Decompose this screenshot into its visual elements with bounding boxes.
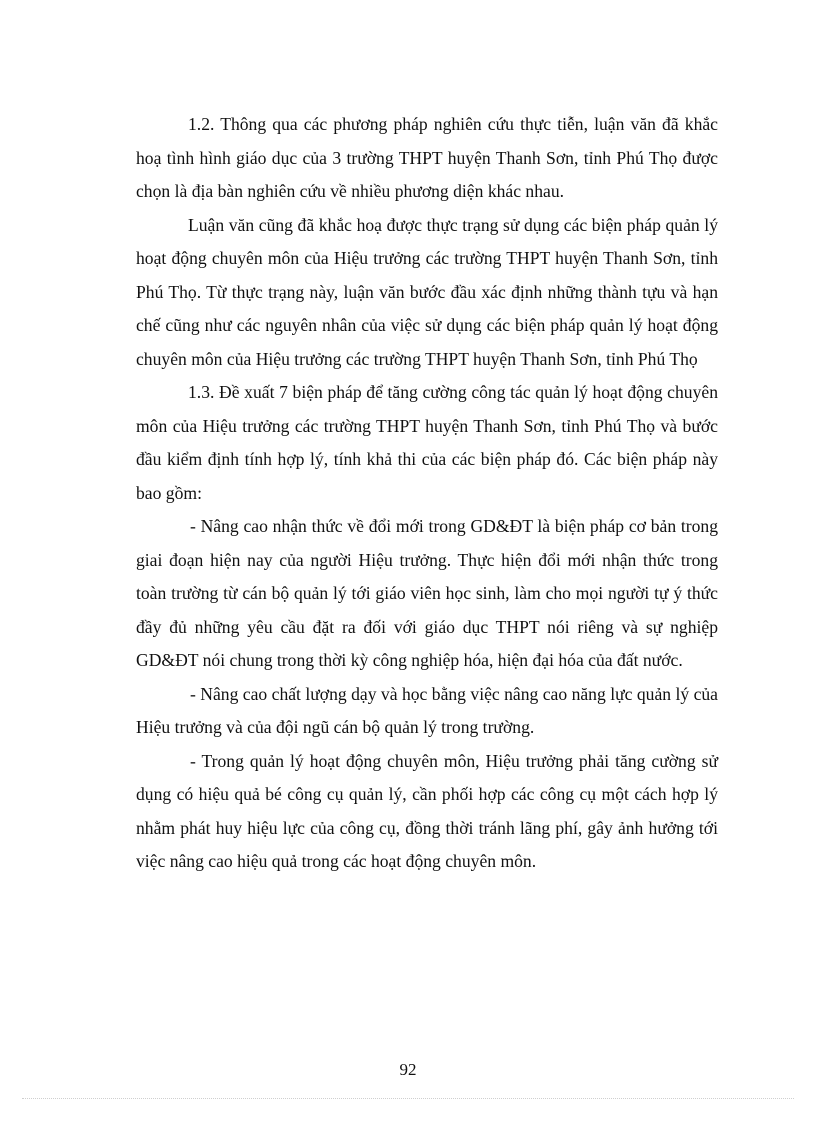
bullet-management-tools: - Trong quản lý hoạt động chuyên môn, Hiệu trưởng phải tăng cường sử dụng có hiệu quả bé công cụ quản lý, cần phối hợp các công cụ một cách hợp lý nhằm phát huy hiệu lực của công cụ, đồng thời tránh lãng phí, gây ảnh hưởng tới việc nâng cao hiệu quả trong các hoạt động chuyên môn. bbox=[136, 750, 718, 871]
bullet-quality: - Nâng cao chất lượng dạy và học bằng việc nâng cao năng lực quản lý của Hiệu trưởng và của đội ngũ cán bộ quản lý trong trường. bbox=[136, 683, 718, 737]
paragraph-1-2: 1.2. Thông qua các phương pháp nghiên cứu thực tiễn, luận văn đã khắc hoạ tình hình giáo dục của 3 trường THPT huyện Thanh Sơn, tỉnh Phú Thọ được chọn là địa bàn nghiên cứu về nhiều phương diện khác nhau. bbox=[136, 114, 718, 201]
paragraph-1-3: 1.3. Đề xuất 7 biện pháp để tăng cường công tác quản lý hoạt động chuyên môn của Hiệu trưởng các trường THPT huyện Thanh Sơn, tỉnh Phú Thọ và bước đầu kiểm định tính hợp lý, tính khả thi của các biện pháp đó. Các biện pháp này bao gồm: bbox=[136, 382, 718, 503]
page-body bbox=[136, 108, 718, 879]
page-number: 92 bbox=[399, 1060, 417, 1079]
paragraph-current-status: Luận văn cũng đã khắc hoạ được thực trạng sử dụng các biện pháp quản lý hoạt động chuyên môn của Hiệu trưởng các trường THPT huyện Thanh Sơn, tỉnh Phú Thọ. Từ thực trạng này, luận văn bước đầu xác định những thành tựu và hạn chế cũng như các nguyên nhân của việc sử dụng các biện pháp quản lý hoạt động chuyên môn của Hiệu trưởng các trường THPT huyện Thanh Sơn, tỉnh Phú Thọ bbox=[136, 214, 718, 369]
page-bottom-divider bbox=[22, 1098, 794, 1099]
bullet-awareness: - Nâng cao nhận thức về đổi mới trong GD&ĐT là biện pháp cơ bản trong giai đoạn hiện nay của người Hiệu trưởng. Thực hiện đổi mới nhận thức trong toàn trường từ cán bộ quản lý tới giáo viên học sinh, làm cho mọi người tự ý thức đầy đủ những yêu cầu đặt ra đối với giáo dục THPT nói riêng và sự nghiệp GD&ĐT nói chung trong thời kỳ công nghiệp hóa, hiện đại hóa của đất nước. bbox=[136, 516, 718, 670]
